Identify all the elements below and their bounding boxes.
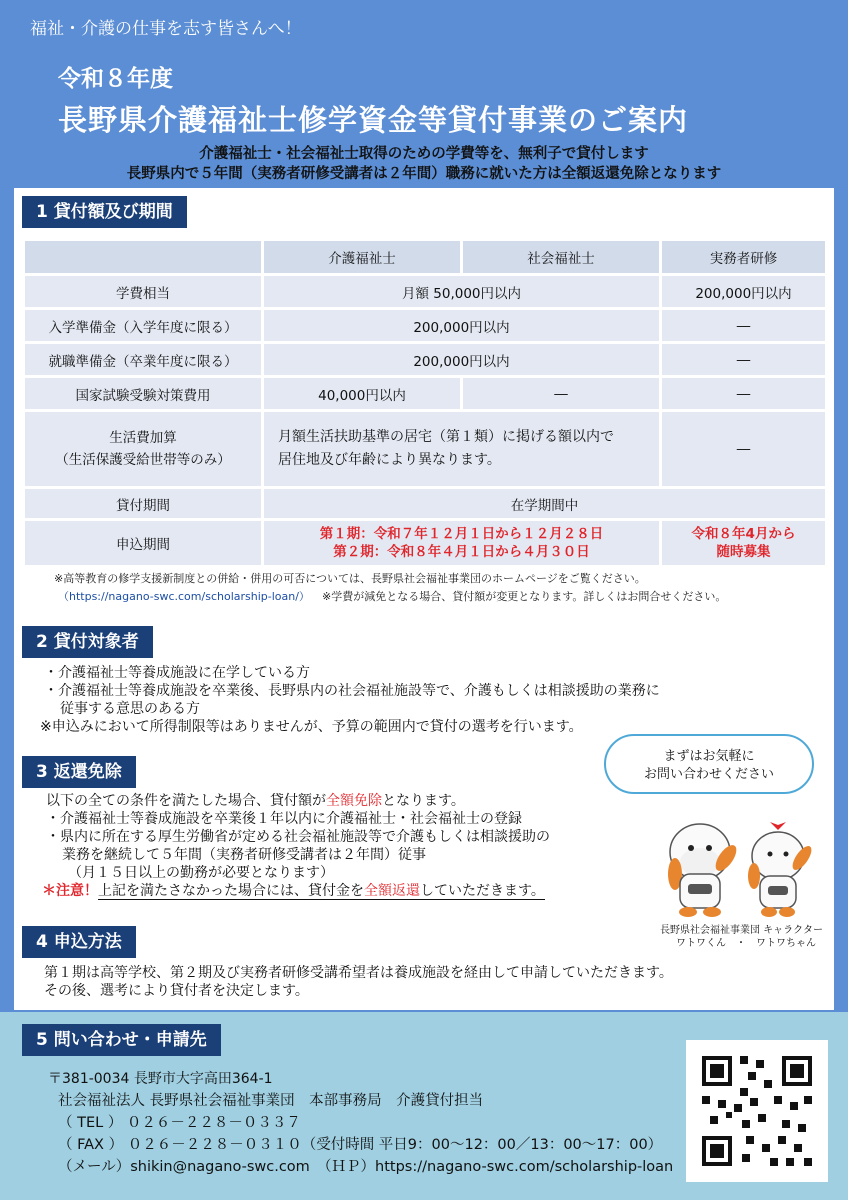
section3-body: [42, 792, 550, 900]
bubble-line: まずはお気軽に: [663, 749, 755, 764]
body-line: ・介護福祉士等養成施設を卒業後、長野県内の社会福祉施設等で、介護もしくは相談援助の業務に: [44, 683, 660, 699]
table-row: [25, 378, 825, 409]
cell-value: 月額 50,000円以内: [264, 276, 659, 307]
table-row: [25, 521, 825, 565]
row-label: [25, 412, 261, 486]
contact-tel[interactable]: （ TEL ） ０２６－２２８－０３３７: [58, 1115, 301, 1131]
row-label: 申込期間: [25, 521, 261, 565]
speech-bubble: [604, 734, 814, 794]
body-line: その後、選考により貸付者を決定します。: [44, 983, 309, 999]
full-repayment-text: 全額返還: [364, 883, 420, 899]
lead-line-2: 長野県内で５年間（実務者研修受講者は２年間）職務に就いた方は全額返還免除となります: [126, 166, 722, 182]
section2-body: [40, 664, 660, 736]
apply-practical-1: 令和８年4月から: [691, 526, 796, 542]
cell-value: [264, 412, 659, 486]
mascot-characters: [650, 812, 830, 922]
cell-line: 居住地及び年齢により異なります。: [278, 452, 501, 468]
caption-line: 長野県社会福祉事業団 キャラクター: [660, 925, 823, 936]
section1-heading: 1 貸付額及び期間: [22, 196, 187, 228]
section5-heading: 5 問い合わせ・申請先: [22, 1024, 221, 1056]
row-label: 貸付期間: [25, 489, 261, 518]
caption-line: ワトワくん ・ ワトワちゃん: [676, 938, 816, 949]
qr-finder-pattern: [702, 1136, 732, 1166]
qr-code[interactable]: [686, 1040, 828, 1182]
qr-finder-pattern: [782, 1056, 812, 1086]
qr-finder-pattern: [702, 1056, 732, 1086]
section3-heading: 3 返還免除: [22, 756, 136, 788]
row-label: 就職準備金（卒業年度に限る）: [25, 344, 261, 375]
contact-mail-hp[interactable]: （メール）shikin@nagano-swc.com （ＨＰ）https://nagano-swc.com/scholarship-loan: [58, 1159, 674, 1175]
caution-label: ＊注意！: [42, 883, 98, 899]
body-line: 従事する意思のある方: [60, 701, 200, 717]
cell-value: [264, 521, 659, 565]
cell-line: 月額生活扶助基準の居宅（第１類）に掲げる額以内で: [278, 429, 614, 445]
row-label-line: （生活保護受給世帯等のみ）: [55, 452, 231, 468]
text-span: 上記を満たさなかった場合には、貸付金を: [98, 883, 364, 899]
body-line: 業務を継続して５年間（実務者研修受講者は２年間）従事: [62, 847, 426, 863]
mascot-watowa-chan: [748, 822, 815, 917]
table-row: [25, 489, 825, 518]
fund-table: [22, 238, 828, 568]
cell-value: 200,000円以内: [264, 310, 659, 341]
col-practical-training: 実務者研修: [662, 241, 825, 273]
page-title: 長野県介護福祉士修学資金等貸付事業のご案内: [58, 103, 689, 137]
caution-text: [98, 883, 545, 900]
body-line: ・介護福祉士等養成施設に在学している方: [44, 665, 310, 681]
cell-value: 在学期間中: [264, 489, 825, 518]
contact-address: 〒381-0034 長野市大字高田364-1: [48, 1071, 273, 1087]
cell-value: 200,000円以内: [264, 344, 659, 375]
cell-value: ―: [463, 378, 659, 409]
section4-heading: 4 申込方法: [22, 926, 136, 958]
body-line: ・県内に所在する厚生労働省が定める社会福祉施設等で介護もしくは相談援助の: [46, 829, 550, 845]
row-label: 入学準備金（入学年度に限る）: [25, 310, 261, 341]
contact-org: 社会福祉法人 長野県社会福祉事業団 本部事務局 介護貸付担当: [58, 1093, 484, 1109]
cell-value: 200,000円以内: [662, 276, 825, 307]
note-line: ※学費が減免となる場合、貸付額が変更となります。詳しくはお問合せください。: [322, 590, 727, 603]
table-row: [25, 412, 825, 486]
bubble-line: お問い合わせください: [643, 767, 774, 782]
text-span: 以下の全ての条件を満たした場合、貸付額が: [46, 793, 326, 809]
section2-heading: 2 貸付対象者: [22, 626, 153, 658]
tagline: 福祉・介護の仕事を志す皆さんへ！: [30, 19, 302, 39]
cell-value: 40,000円以内: [264, 378, 460, 409]
body-line: [46, 792, 550, 810]
body-line: ※申込みにおいて所得制限等はありませんが、予算の範囲内で貸付の選考を行います。: [40, 719, 583, 735]
row-label: 学費相当: [25, 276, 261, 307]
col-social-worker: 社会福祉士: [463, 241, 659, 273]
cell-value: ―: [662, 310, 825, 341]
contact-fax: （ FAX ） ０２６－２２８－０３１０（受付時間 平日9：00～12：00／13：00～17：00）: [58, 1137, 663, 1153]
section4-body: [44, 964, 673, 1000]
lead-line-1: 介護福祉士・社会福祉士取得のための学費等を、無利子で貸付します: [199, 146, 649, 162]
mascot-watowa-kun: [668, 824, 740, 917]
contact-info: [48, 1068, 673, 1178]
table-header-row: [25, 241, 825, 273]
row-label: 国家試験受験対策費用: [25, 378, 261, 409]
col-care-worker: 介護福祉士: [264, 241, 460, 273]
text-span: していただきます。: [420, 883, 545, 899]
text-span: となります。: [382, 793, 465, 809]
apply-period-2: 第２期：令和８年４月１日から４月３０日: [333, 544, 590, 560]
cell-value: ―: [662, 378, 825, 409]
table-row: [25, 276, 825, 307]
row-label-line: 生活費加算: [109, 430, 177, 446]
lead-text: [0, 144, 848, 184]
cell-value: ―: [662, 344, 825, 375]
apply-practical-2: 随時募集: [716, 544, 771, 560]
body-line: [42, 882, 550, 900]
note-line: ※高等教育の修学支援新制度との併給・併用の可否については、長野県社会福祉事業団のホームページをご覧ください。: [54, 572, 646, 585]
cell-value: [662, 521, 825, 565]
full-exemption-text: 全額免除: [326, 793, 382, 809]
cell-value: ―: [662, 412, 825, 486]
table-corner: [25, 241, 261, 273]
body-line: （月１５日以上の勤務が必要となります）: [68, 865, 334, 881]
fiscal-year: 令和８年度: [58, 66, 173, 92]
apply-period-1: 第１期：令和７年１２月１日から１２月２８日: [319, 526, 604, 542]
note-url[interactable]: （https://nagano-swc.com/scholarship-loan/）: [58, 590, 310, 603]
body-line: 第１期は高等学校、第２期及び実務者研修受講希望者は養成施設を経由して申請していただきます。: [44, 965, 673, 981]
body-line: ・介護福祉士等養成施設を卒業後１年以内に介護福祉士・社会福祉士の登録: [46, 811, 522, 827]
character-caption: [660, 924, 823, 950]
table-row: [25, 310, 825, 341]
table-row: [25, 344, 825, 375]
